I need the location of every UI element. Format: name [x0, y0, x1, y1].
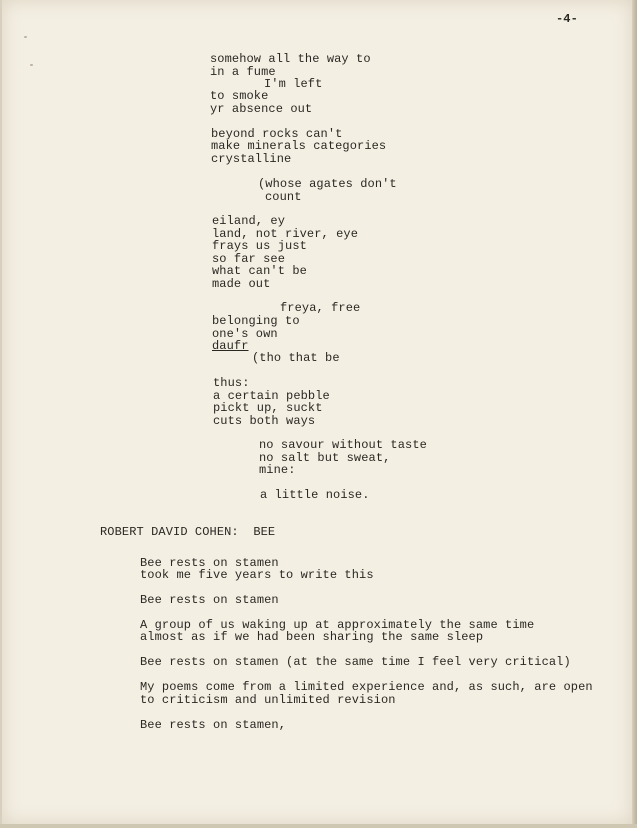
poem-line: land, not river, eye — [212, 227, 359, 241]
poem-line: one's own — [212, 327, 278, 341]
poem-line: Bee rests on stamen, — [140, 718, 287, 732]
poem-line: frays us just — [212, 239, 307, 253]
page-edge — [632, 0, 637, 828]
poem-line-underlined: daufr — [212, 339, 249, 353]
poem-line: somehow all the way to — [210, 52, 371, 66]
poem-line: made out — [212, 277, 271, 291]
poem-line: took me five years to write this — [140, 568, 374, 582]
poem-line: (whose agates don't — [258, 177, 397, 191]
page-number: -4- — [556, 12, 578, 26]
poem-line: thus: — [213, 376, 250, 390]
poem-line: a little noise. — [260, 488, 370, 502]
paper-speck — [24, 36, 27, 38]
poem-heading: ROBERT DAVID COHEN: BEE — [100, 525, 276, 539]
poem-line: to smoke — [210, 89, 269, 103]
page-edge-bottom — [0, 824, 637, 828]
poem-line: (tho that be — [252, 351, 340, 365]
poem-line: eiland, ey — [212, 214, 286, 228]
poem-line: Bee rests on stamen (at the same time I feel very critical) — [140, 655, 571, 669]
poem-line: in a fume — [210, 65, 276, 79]
poem-line: to criticism and unlimited revision — [140, 693, 396, 707]
poem-line: Bee rests on stamen — [140, 556, 279, 570]
poem-line: A group of us waking up at approximately the same time — [140, 618, 535, 632]
poem-line: count — [265, 190, 302, 204]
poem-line: beyond rocks can't — [211, 127, 343, 141]
poem-line: mine: — [259, 463, 296, 477]
poem-line: pickt up, suckt — [213, 401, 323, 415]
poem-line: belonging to — [212, 314, 300, 328]
poem-line: My poems come from a limited experience and, as such, are open — [140, 680, 593, 694]
paper-speck — [30, 64, 33, 66]
poem-line: what can't be — [212, 264, 307, 278]
poem-line: freya, free — [280, 301, 361, 315]
poem-line: no savour without taste — [259, 438, 427, 452]
poem-line: crystalline — [211, 152, 292, 166]
poem-line: yr absence out — [210, 102, 313, 116]
poem-line: almost as if we had been sharing the same sleep — [140, 630, 484, 644]
poem-line: Bee rests on stamen — [140, 593, 279, 607]
poem-line: cuts both ways — [213, 414, 316, 428]
poem-line: no salt but sweat, — [259, 451, 391, 465]
poem-line: a certain pebble — [213, 389, 330, 403]
poem-line: so far see — [212, 252, 286, 266]
poem-line: I'm left — [264, 77, 323, 91]
poem-line: make minerals categories — [211, 139, 387, 153]
